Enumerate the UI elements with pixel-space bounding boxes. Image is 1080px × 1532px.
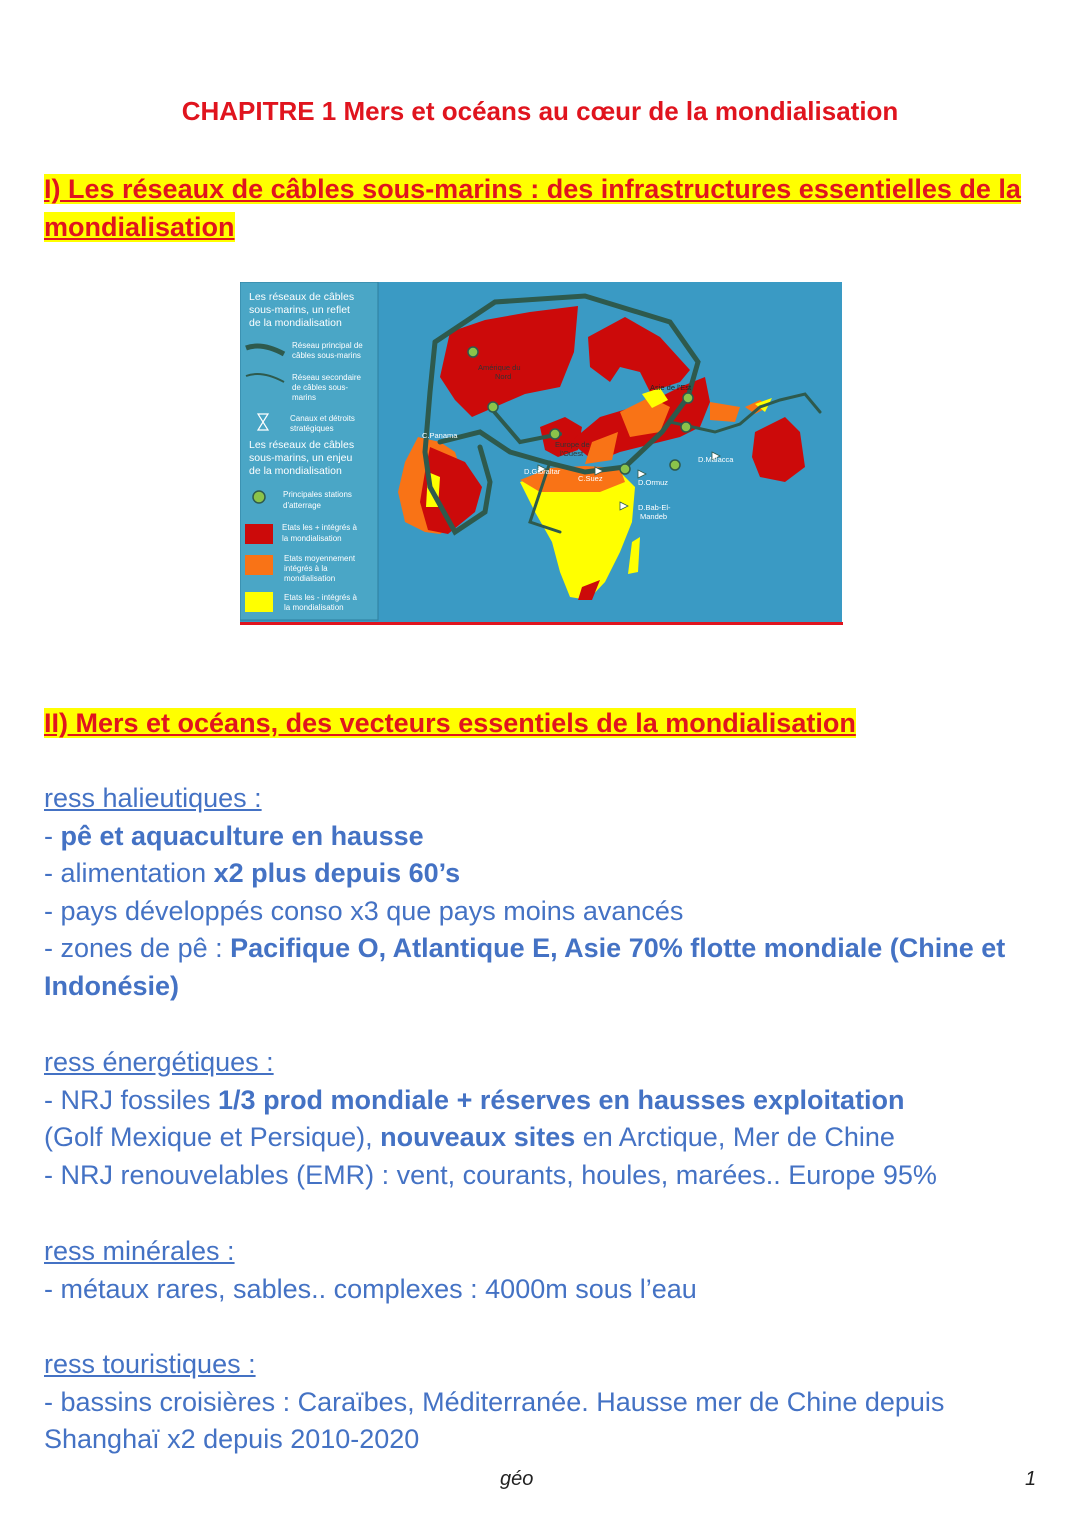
legend-most-line1: Etats les + intégrés à [282, 523, 357, 532]
label-asia: Asie de l'Est [650, 383, 692, 392]
legend-mid-line2: intégrés à la [284, 564, 328, 573]
footer-page-number: 1 [1025, 1468, 1037, 1490]
label-na-2: Nord [495, 372, 512, 381]
legend-secondary-line1: Réseau secondaire [292, 373, 361, 382]
halieutiques-line-1-bold: pê et aquaculture en hausse [60, 820, 424, 851]
legend-stations-line1: Principales stations [283, 490, 352, 499]
energetiques-line-2 [44, 1119, 1044, 1157]
minerales-heading: ress minérales : [44, 1236, 235, 1266]
label-na-1: Amérique du [478, 363, 521, 372]
station-ny [468, 347, 478, 357]
legend-most-swatch [245, 524, 273, 544]
legend-least-swatch [245, 592, 273, 612]
energetiques-line-3: - NRJ renouvelables (EMR) : vent, courants, houles, marées.. Europe 95% [44, 1159, 937, 1190]
label-europe-2: l'Ouest [560, 449, 584, 458]
energetiques-line-2-text: (Golf Mexique et Persique), [44, 1122, 381, 1152]
station-malacca [670, 460, 680, 470]
halieutiques-line-4 [44, 930, 1044, 968]
energetiques-line-1-bold: 1/3 prod mondiale + réserves en hausses exploitation [218, 1084, 905, 1115]
station-asia [683, 393, 693, 403]
section-1-heading [44, 170, 1021, 246]
label-bab-2: Mandeb [640, 512, 668, 521]
halieutiques-line-4-text: - zones de pê : [44, 933, 231, 963]
energetiques-block [44, 1044, 1044, 1194]
section-1-heading-line2: mondialisation [44, 212, 235, 242]
legend-mid-swatch [245, 555, 273, 575]
legend-title-2-line2: sous-marins, un enjeu [249, 452, 353, 464]
label-panama: C.Panama [422, 431, 458, 440]
legend-title-1-line1: Les réseaux de câbles [249, 291, 355, 303]
section-1-heading-line1: I) Les réseaux de câbles sous-marins : des infrastructures essentielles de la [44, 174, 1021, 204]
footer-subject: géo [500, 1468, 534, 1490]
legend-least-line2: la mondialisation [284, 603, 344, 612]
label-bab-1: D.Bab-El- [638, 503, 671, 512]
map-red-rule [240, 622, 843, 625]
energetiques-line-2-tail: en Arctique, Mer de Chine [575, 1122, 895, 1152]
page-title: CHAPITRE 1 Mers et océans au cœur de la mondialisation [181, 96, 899, 126]
energetiques-heading: ress énergétiques : [44, 1047, 274, 1077]
halieutiques-line-2 [44, 855, 1044, 893]
touristiques-heading: ress touristiques : [44, 1349, 256, 1379]
touristiques-line-1: - bassins croisières : Caraïbes, Méditerranée. Hausse mer de Chine depuis [44, 1386, 945, 1417]
halieutiques-line-1-dash: - [44, 820, 61, 851]
minerales-line-1: - métaux rares, sables.. complexes : 4000m sous l’eau [44, 1273, 697, 1304]
energetiques-line-1 [44, 1082, 1044, 1120]
legend-secondary-line2: de câbles sous- [292, 383, 349, 392]
landing-station-icon [253, 491, 265, 503]
legend-canals-line1: Canaux et détroits [290, 414, 355, 423]
halieutiques-line-4-bold: Pacifique O, Atlantique E, Asie 70% flotte mondiale (Chine et [230, 933, 1006, 963]
touristiques-line-2: Shanghaï x2 depuis 2010-2020 [44, 1424, 420, 1454]
label-malacca: D.Malacca [698, 455, 734, 464]
label-suez: C.Suez [578, 474, 603, 483]
legend-least-line1: Etats les - intégrés à [284, 593, 357, 602]
legend-stations-line2: d'atterrage [283, 501, 321, 510]
halieutiques-line-5 [44, 968, 1044, 1006]
station-east-us [488, 402, 498, 412]
legend-main-line1: Réseau principal de [292, 341, 363, 350]
station-asia-2 [681, 422, 691, 432]
legend-title-2-line1: Les réseaux de câbles [249, 439, 355, 451]
legend-mid-line3: mondialisation [284, 574, 336, 583]
station-gulf [620, 464, 630, 474]
energetiques-line-2-bold: nouveaux sites [380, 1122, 576, 1152]
halieutiques-heading: ress halieutiques : [44, 783, 262, 813]
minerales-block [44, 1233, 1044, 1308]
submarine-cables-map [240, 282, 842, 622]
energetiques-line-1-text: - NRJ fossiles [44, 1084, 219, 1115]
halieutiques-line-5-bold: Indonésie) [44, 970, 180, 1001]
legend-canals-line2: stratégiques [290, 424, 334, 433]
halieutiques-line-2-bold: x2 plus depuis 60’s [213, 858, 461, 888]
legend-title-2-line3: de la mondialisation [249, 465, 342, 477]
legend-main-line2: câbles sous-marins [292, 351, 361, 360]
touristiques-block [44, 1346, 1044, 1459]
station-europe [550, 429, 560, 439]
label-ormuz: D.Ormuz [638, 478, 668, 487]
halieutiques-line-1 [44, 818, 1044, 856]
legend-title-1-line2: sous-marins, un reflet [249, 304, 350, 316]
label-europe-1: Europe de [555, 440, 590, 449]
legend-title-1-line3: de la mondialisation [249, 317, 342, 329]
label-gibraltar: D.Gibraltar [524, 467, 561, 476]
section-2-heading [44, 704, 856, 742]
legend-most-line2: la mondialisation [282, 534, 342, 543]
legend-mid-line1: Etats moyennement [284, 554, 356, 563]
halieutiques-line-3: - pays développés conso x3 que pays moins avancés [44, 895, 684, 926]
section-2-heading-text: II) Mers et océans, des vecteurs essentiels de la mondialisation [44, 708, 856, 738]
halieutiques-line-2-text: - alimentation [44, 858, 214, 888]
legend-secondary-line3: marins [292, 393, 317, 402]
halieutiques-block [44, 780, 1044, 1005]
